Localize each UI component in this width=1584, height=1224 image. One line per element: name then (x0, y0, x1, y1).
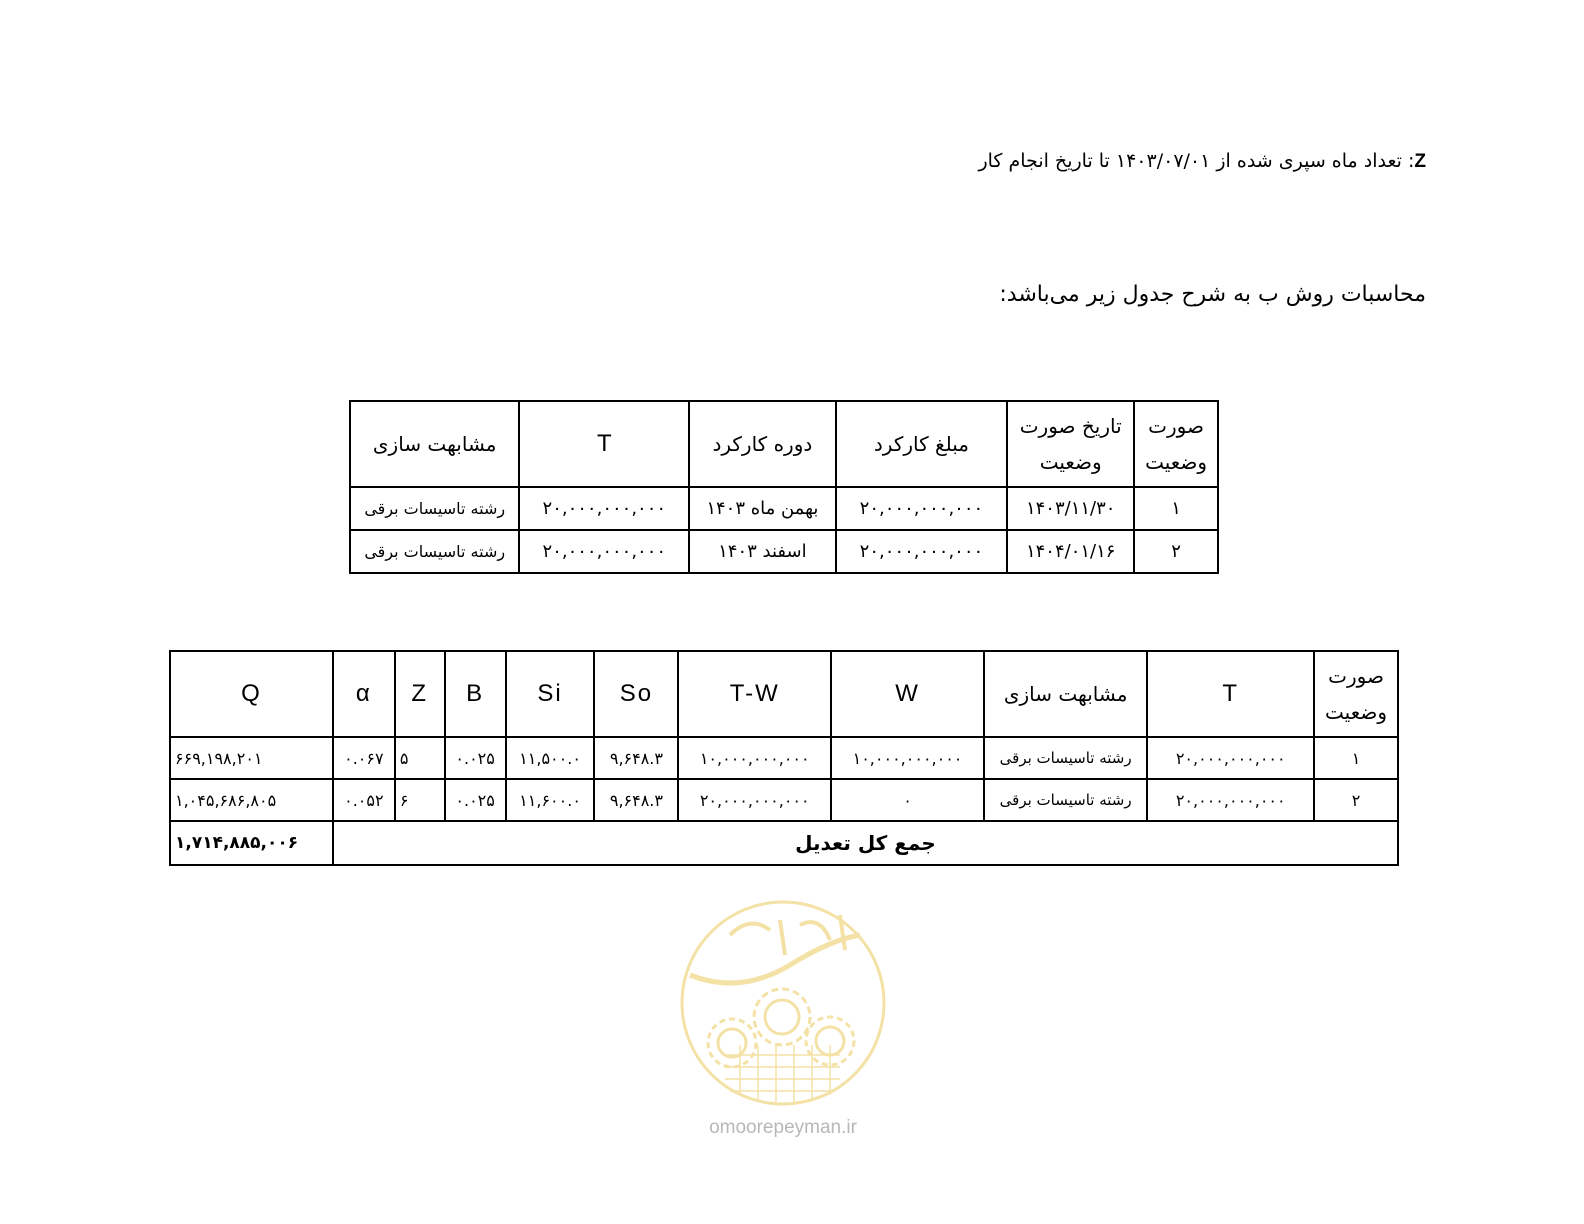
table-cell: ۲۰,۰۰۰,۰۰۰,۰۰۰ (1147, 779, 1314, 821)
table-cell: ۰.۰۲۵ (445, 779, 506, 821)
table2-header-statement: صورت وضعیت (1314, 651, 1398, 737)
table-cell: ۲۰,۰۰۰,۰۰۰,۰۰۰ (836, 530, 1008, 573)
table-cell: ۶۶۹,۱۹۸,۲۰۱ (170, 737, 333, 779)
table2-header-q: Q (170, 651, 333, 737)
table1-header-statement: صورت وضعیت (1134, 401, 1218, 487)
table-cell: بهمن ماه ۱۴۰۳ (689, 487, 835, 530)
z-definition-text: : تعداد ماه سپری شده از ۱۴۰۳/۰۷/۰۱ تا تاریخ انجام کار (978, 150, 1415, 172)
total-adjustment-label: جمع کل تعدیل (333, 821, 1398, 865)
table-cell: ۲ (1314, 779, 1398, 821)
table2-header-so: So (594, 651, 678, 737)
table-cell: رشته تاسیسات برقی (984, 779, 1147, 821)
total-adjustment-value: ۱,۷۱۴,۸۸۵,۰۰۶ (170, 821, 333, 865)
table-cell: رشته تاسیسات برقی (984, 737, 1147, 779)
table2-header-w: W (831, 651, 984, 737)
table1-header-statement-date: تاریخ صورت وضعیت (1007, 401, 1134, 487)
table-cell: ۱۱,۶۰۰.۰ (506, 779, 595, 821)
adjustment-calculation-table (169, 650, 1399, 866)
table1-header-t: T (519, 401, 689, 487)
table2-header-row (170, 651, 1398, 737)
z-symbol: Z (1414, 151, 1426, 172)
table1-header-work-amount: مبلغ کارکرد (836, 401, 1008, 487)
table-cell: اسفند ۱۴۰۳ (689, 530, 835, 573)
table2-header-t-w: T-W (678, 651, 831, 737)
table-row (350, 487, 1218, 530)
table-cell: ۵ (395, 737, 445, 779)
table-cell: ۱,۰۴۵,۶۸۶,۸۰۵ (170, 779, 333, 821)
total-row (170, 821, 1398, 865)
table2-header-z: Z (395, 651, 445, 737)
table-row (170, 737, 1398, 779)
table-cell: ۹,۶۴۸.۳ (594, 737, 678, 779)
table-row (170, 779, 1398, 821)
table-cell: ۱ (1134, 487, 1218, 530)
table-cell: ۱۰,۰۰۰,۰۰۰,۰۰۰ (678, 737, 831, 779)
table-cell: ۲ (1134, 530, 1218, 573)
table-cell: رشته تاسیسات برقی (350, 530, 519, 573)
table-cell: ۲۰,۰۰۰,۰۰۰,۰۰۰ (519, 487, 689, 530)
table-cell: ۰ (831, 779, 984, 821)
table-cell: ۱۴۰۴/۰۱/۱۶ (1007, 530, 1134, 573)
table2-header-similarity: مشابهت سازی (984, 651, 1147, 737)
table2-header-si: Si (506, 651, 595, 737)
table2-header-t: T (1147, 651, 1314, 737)
watermark-site-text: omoorepeyman.ir (709, 1117, 857, 1138)
table-cell: ۲۰,۰۰۰,۰۰۰,۰۰۰ (678, 779, 831, 821)
table-cell: ۰.۰۲۵ (445, 737, 506, 779)
table1-header-similarity: مشابهت سازی (350, 401, 519, 487)
table-cell: ۹,۶۴۸.۳ (594, 779, 678, 821)
table-cell: ۱ (1314, 737, 1398, 779)
table-cell: ۱۰,۰۰۰,۰۰۰,۰۰۰ (831, 737, 984, 779)
table2-header-b: B (445, 651, 506, 737)
table-cell: ۲۰,۰۰۰,۰۰۰,۰۰۰ (519, 530, 689, 573)
logo-emblem-icon (670, 895, 900, 1145)
table-cell: ۲۰,۰۰۰,۰۰۰,۰۰۰ (1147, 737, 1314, 779)
table-cell: ۰.۰۵۲ (333, 779, 395, 821)
omoorepeyman-watermark (670, 895, 900, 1145)
table1-header-work-period: دوره کارکرد (689, 401, 835, 487)
table-cell: ۱۱,۵۰۰.۰ (506, 737, 595, 779)
table-cell: ۶ (395, 779, 445, 821)
table-cell: ۲۰,۰۰۰,۰۰۰,۰۰۰ (836, 487, 1008, 530)
table-cell: رشته تاسیسات برقی (350, 487, 519, 530)
z-definition-line (978, 150, 1426, 173)
table-row (350, 530, 1218, 573)
table-cell: ۰.۰۶۷ (333, 737, 395, 779)
table1-header-row (350, 401, 1218, 487)
work-statements-table (349, 400, 1219, 574)
method-intro-line: محاسبات روش ب به شرح جدول زیر می‌باشد: (999, 282, 1426, 307)
table2-header-alpha: α (333, 651, 395, 737)
table-cell: ۱۴۰۳/۱۱/۳۰ (1007, 487, 1134, 530)
